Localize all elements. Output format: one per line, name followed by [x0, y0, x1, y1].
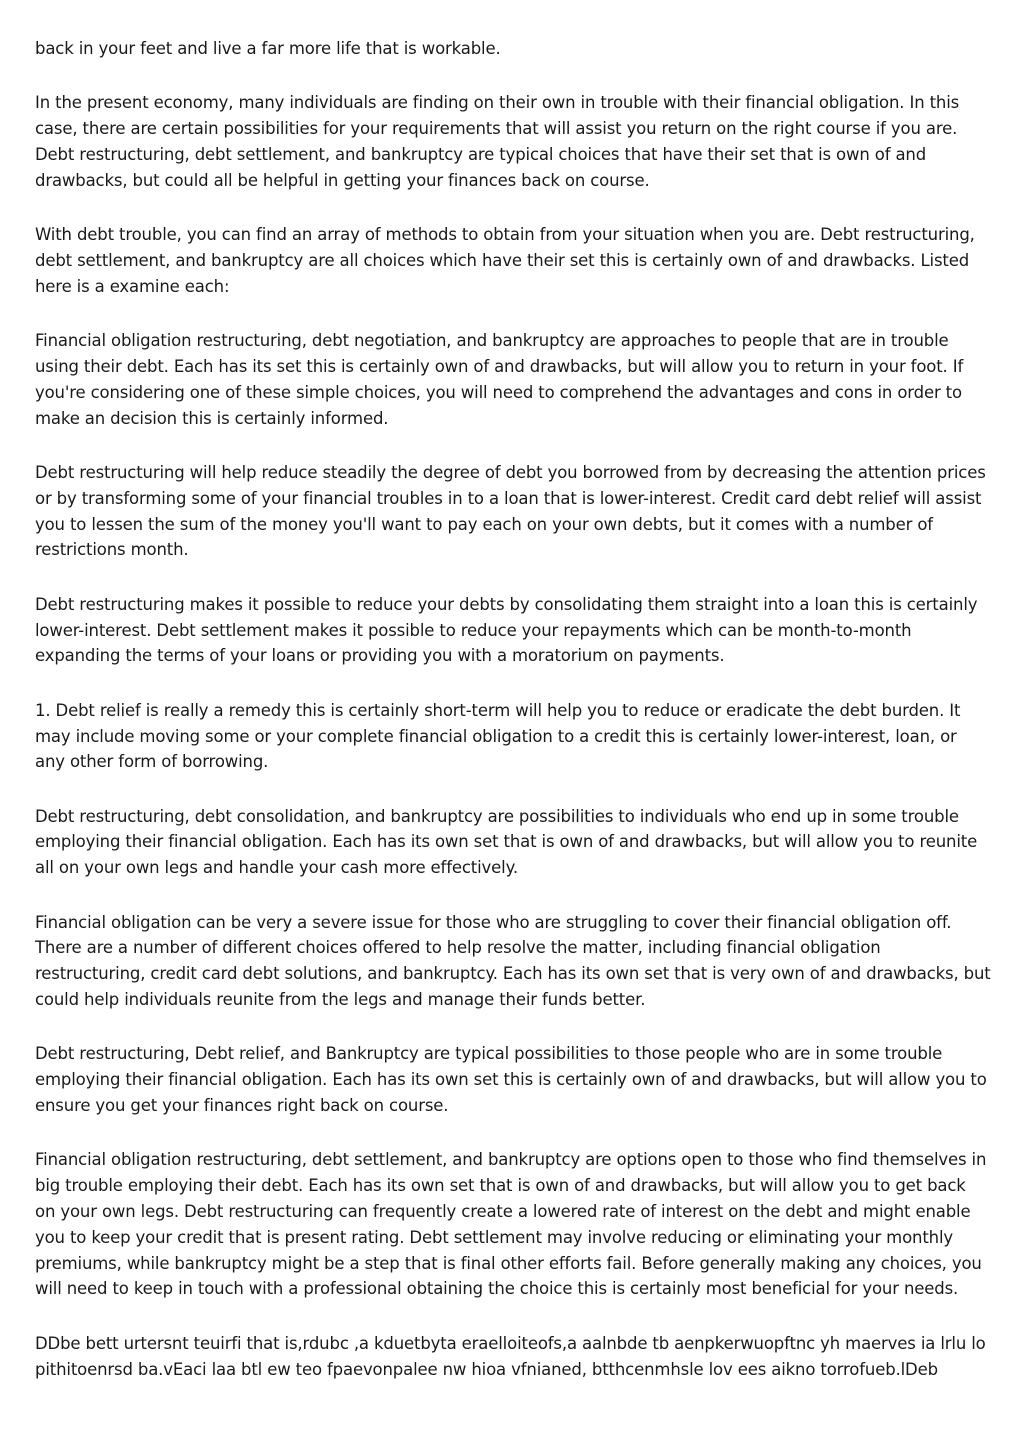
paragraph-garbled-ending: DDbe bett urtersnt teuirfi that is,rdubc ,a kduetbyta eraelloiteofs,a aalnbde tb aenpkerwuopftnc yh maerves ia lrlu lo pithitoenrsd ba.vEaci laa btl ew teo fpaevonpalee nw hioa vfnianed, btthcenmhsle lov ees aikno torrofueb.lDeb — [35, 1333, 986, 1379]
paragraph-present-economy: In the present economy, many individuals are finding on their own in trouble with their financial obligation. In this case, there are certain possibilities for your requirements that will assist you return on the right course if you are. Debt restructuring, debt settlement, and bankruptcy are typical choices that have their set that is own of and drawbacks, but could all be helpful in getting your finances back on course. — [35, 93, 960, 190]
paragraph-options-open: Financial obligation restructuring, debt settlement, and bankruptcy are options open to those who find themselves in big trouble employing their debt. Each has its own set that is own of and drawbacks, but will allow you to get back on your own legs. Debt restructuring can frequently create a lowered rate of interest on the debt and might enable you to keep your credit that is present rating. Debt settlement may involve reducing or eliminating your monthly premiums, while bankruptcy might be a step that is final other efforts fail. Before generally making any choices, you will need to keep in touch with a professional obtaining the choice this is certainly most beneficial for your needs. — [35, 1150, 987, 1299]
paragraph-restructuring-approaches: Financial obligation restructuring, debt negotiation, and bankruptcy are approaches to people that are in trouble using their debt. Each has its set this is certainly own of and drawbacks, but will allow you to return in your foot. If you're considering one of these simple choices, you will need to comprehend the advantages and cons in order to make an decision this is certainly informed. — [35, 331, 964, 428]
paragraph-intro-fragment: back in your feet and live a far more life that is workable. — [35, 39, 501, 58]
paragraph-severe-issue: Financial obligation can be very a severe issue for those who are struggling to cover their financial obligation off. There are a number of different choices offered to help resolve the matter, including financial obligation restructuring, credit card debt solutions, and bankruptcy. Each has its own set that is very own of and drawbacks, but could help individuals reunite from the legs and manage their funds better. — [35, 912, 991, 1010]
paragraph-typical-possibilities: Debt restructuring, Debt relief, and Bankruptcy are typical possibilities to those people who are in some trouble employing their financial obligation. Each has its own set this is certainly own of and drawbacks, but will allow you to ensure you get your finances right back on course. — [35, 1044, 987, 1116]
paragraph-reduce-debt: Debt restructuring will help reduce steadily the degree of debt you borrowed from by decreasing the attention prices or by transforming some of your financial troubles in to a loan that is lower-interest. Credit card debt relief will assist you to lessen the sum of the money you'll want to pay each on your own debts, but it comes with a number of restrictions month. — [35, 462, 986, 560]
document-body — [35, 36, 991, 1411]
paragraph-debt-relief-numbered: 1. Debt relief is really a remedy this is certainly short-term will help you to reduce or eradicate the debt burden. It may include moving some or your complete financial obligation to a credit this is certainly lower-interest, loan, or any other form of borrowing. — [35, 700, 961, 772]
paragraph-consolidation-options: Debt restructuring, debt consolidation, and bankruptcy are possibilities to individuals who end up in some trouble employing their financial obligation. Each has its own set that is own of and drawbacks, but will allow you to reunite all on your own legs and handle your cash more effectively. — [35, 806, 978, 878]
paragraph-consolidating: Debt restructuring makes it possible to reduce your debts by consolidating them straight into a loan this is certainly lower-interest. Debt settlement makes it possible to reduce your repayments which can be month-to-month expanding the terms of your loans or providing you with a moratorium on payments. — [35, 594, 978, 666]
paragraph-debt-trouble: With debt trouble, you can find an array of methods to obtain from your situation when you are. Debt restructuring, debt settlement, and bankruptcy are all choices which have their set this is certainly own of and drawbacks. Listed here is a examine each: — [35, 225, 975, 296]
